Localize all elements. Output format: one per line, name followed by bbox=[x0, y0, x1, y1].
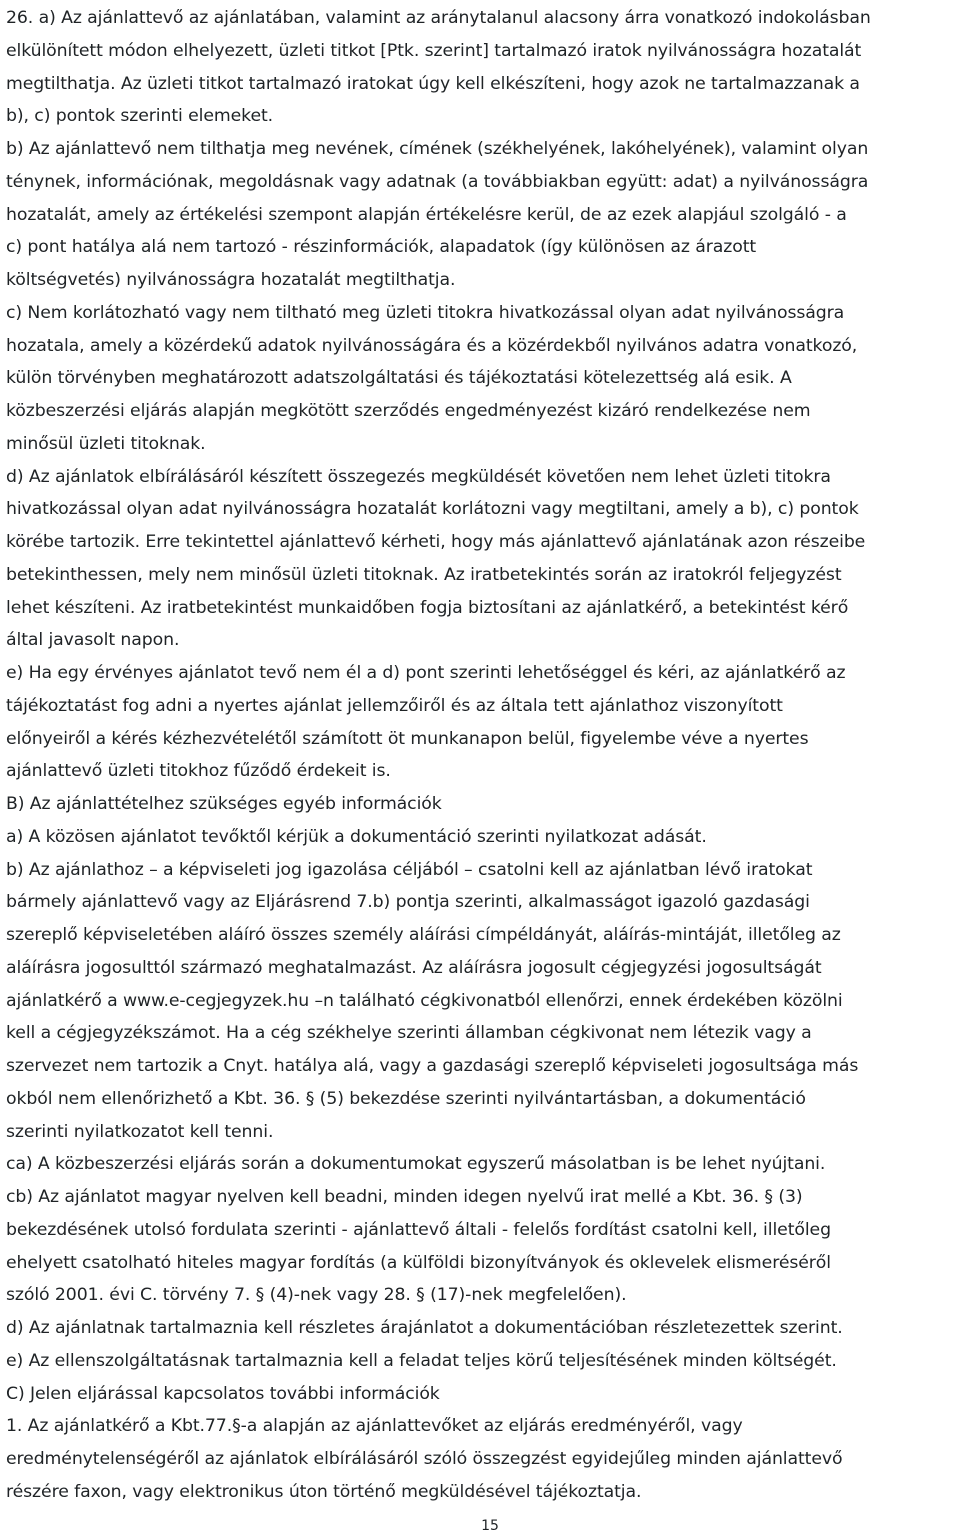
text-line: kell a cégjegyzékszámot. Ha a cég székhelye szerinti államban cégkivonat nem létezik vagy a bbox=[6, 1023, 812, 1044]
text-line: megtilthatja. Az üzleti titkot tartalmazó iratokat úgy kell elkészíteni, hogy azok ne tartalmazzanak a bbox=[6, 73, 860, 94]
text-line: c) Nem korlátozható vagy nem tiltható meg üzleti titokra hivatkozással olyan adat nyilvánosságra bbox=[6, 302, 845, 323]
text-line: b) Az ajánlattevő nem tilthatja meg nevének, címének (székhelyének, lakóhelyének), valamint olyan bbox=[6, 139, 869, 159]
text-line: B) Az ajánlattételhez szükséges egyéb információk bbox=[6, 794, 442, 814]
text-line: ténynek, információnak, megoldásnak vagy adatnak (a továbbiakban együtt: adat) a nyilvánosságra bbox=[6, 171, 869, 192]
text-line: szereplő képviseletében aláíró összes személy aláírási címpéldányát, aláírás-mintáját, illetőleg az bbox=[6, 925, 841, 945]
text-line: előnyeiről a kérés kézhezvételétől számított öt munkanapon belül, figyelembe véve a nyertes bbox=[6, 728, 809, 749]
text-line: aláírásra jogosulttól származó meghatalmazást. Az aláírásra jogosult cégjegyzési jogosultságát bbox=[6, 957, 822, 978]
text-line: 26. a) Az ajánlattevő az ajánlatában, valamint az aránytalanul alacsony árra vonatkozó indokolásban bbox=[6, 8, 871, 28]
text-line: körébe tartozik. Erre tekintettel ajánlattevő kérheti, hogy más ajánlattevő ajánlatának azon részeibe bbox=[6, 532, 866, 552]
text-line: e) Az ellenszolgáltatásnak tartalmaznia kell a feladat teljes körű teljesítésének minden költségét. bbox=[6, 1350, 837, 1371]
text-line: tájékoztatást fog adni a nyertes ajánlat jellemzőiről és az általa tett ajánlathoz viszonyított bbox=[6, 695, 783, 716]
document-body bbox=[6, 2, 956, 1509]
text-line: b) Az ajánlathoz – a képviseleti jog igazolása céljából – csatolni kell az ajánlatban lévő iratokat bbox=[6, 859, 813, 880]
text-line: elkülönített módon elhelyezett, üzleti titkot [Ptk. szerint] tartalmazó iratok nyilvánosságra hozatalát bbox=[6, 40, 862, 61]
text-line: által javasolt napon. bbox=[6, 630, 180, 651]
text-line: szervezet nem tartozik a Cnyt. hatálya alá, vagy a gazdasági szereplő képviseleti jogosultsága más bbox=[6, 1056, 859, 1076]
text-line: C) Jelen eljárással kapcsolatos további információk bbox=[6, 1383, 440, 1404]
text-line: ca) A közbeszerzési eljárás során a dokumentumokat egyszerű másolatban is be lehet nyújtani. bbox=[6, 1154, 826, 1175]
text-line: 1. Az ajánlatkérő a Kbt.77.§-a alapján az ajánlattevőket az eljárás eredményéről, vagy bbox=[6, 1416, 743, 1437]
text-line: ajánlatkérő a www.e-cegjegyzek.hu –n található cégkivonatból ellenőrzi, ennek érdekében közölni bbox=[6, 990, 843, 1011]
text-line: bekezdésének utolsó fordulata szerinti - ajánlattevő általi - felelős fordítást csatolni kell, illetőleg bbox=[6, 1219, 831, 1240]
text-line: költségvetés) nyilvánosságra hozatalát megtilthatja. bbox=[6, 270, 456, 290]
text-line: szerinti nyilatkozatot kell tenni. bbox=[6, 1121, 274, 1142]
text-line: hivatkozással olyan adat nyilvánosságra hozatalát korlátozni vagy megtiltani, amely a b), c) pontok bbox=[6, 499, 859, 520]
text-line: betekinthessen, mely nem minősül üzleti titoknak. Az iratbetekintés során az iratokról feljegyzést bbox=[6, 564, 842, 585]
page-number: 15 bbox=[481, 1518, 499, 1534]
text-line: szóló 2001. évi C. törvény 7. § (4)-nek vagy 28. § (17)-nek megfelelően). bbox=[6, 1285, 627, 1306]
text-line: külön törvényben meghatározott adatszolgáltatási és tájékoztatási kötelezettség alá esik. A bbox=[6, 368, 792, 389]
text-line: hozatalát, amely az értékelési szempont alapján értékelésre kerül, de az ezek alapjául szolgáló - a bbox=[6, 204, 847, 225]
text-line: minősül üzleti titoknak. bbox=[6, 433, 206, 454]
text-line: hozatala, amely a közérdekű adatok nyilvánosságára és a közérdekből nyilvános adatra vonatkozó, bbox=[6, 335, 858, 356]
text-line: közbeszerzési eljárás alapján megkötött szerződés engedményezést kizáró rendelkezése nem bbox=[6, 401, 811, 421]
text-line: részére faxon, vagy elektronikus úton történő megküldésével tájékoztatja. bbox=[6, 1481, 642, 1502]
text-line: cb) Az ajánlatot magyar nyelven kell beadni, minden idegen nyelvű irat mellé a Kbt. 36. § (3) bbox=[6, 1187, 803, 1207]
text-line: b), c) pontok szerinti elemeket. bbox=[6, 106, 274, 127]
text-line: eredménytelenségéről az ajánlatok elbírálásáról szóló összegzést egyidejűleg minden ajánlattevő bbox=[6, 1449, 843, 1469]
text-line: d) Az ajánlatnak tartalmaznia kell részletes árajánlatot a dokumentációban részletezettek szerint. bbox=[6, 1318, 843, 1338]
text-line: ehelyett csatolható hiteles magyar fordítás (a külföldi bizonyítványok és oklevelek elismeréséről bbox=[6, 1252, 831, 1273]
text-line: bármely ajánlattevő vagy az Eljárásrend 7.b) pontja szerinti, alkalmasságot igazoló gazdasági bbox=[6, 892, 810, 913]
text-line: okból nem ellenőrizhető a Kbt. 36. § (5) bekezdése szerinti nyilvántartásban, a dokumentáció bbox=[6, 1088, 806, 1109]
text-line: a) A közösen ajánlatot tevőktől kérjük a dokumentáció szerinti nyilatkozat adását. bbox=[6, 826, 707, 847]
text-line: lehet készíteni. Az iratbetekintést munkaidőben fogja biztosítani az ajánlatkérő, a betekintést kérő bbox=[6, 597, 849, 618]
text-line: e) Ha egy érvényes ajánlatot tevő nem él a d) pont szerinti lehetőséggel és kéri, az ajánlatkérő az bbox=[6, 663, 846, 683]
text-line: d) Az ajánlatok elbírálásáról készített összegezés megküldését követően nem lehet üzleti titokra bbox=[6, 466, 831, 487]
text-line: c) pont hatálya alá nem tartozó - részinformációk, alapadatok (így különösen az árazott bbox=[6, 237, 757, 258]
text-line: ajánlattevő üzleti titokhoz fűződő érdekeit is. bbox=[6, 761, 391, 782]
